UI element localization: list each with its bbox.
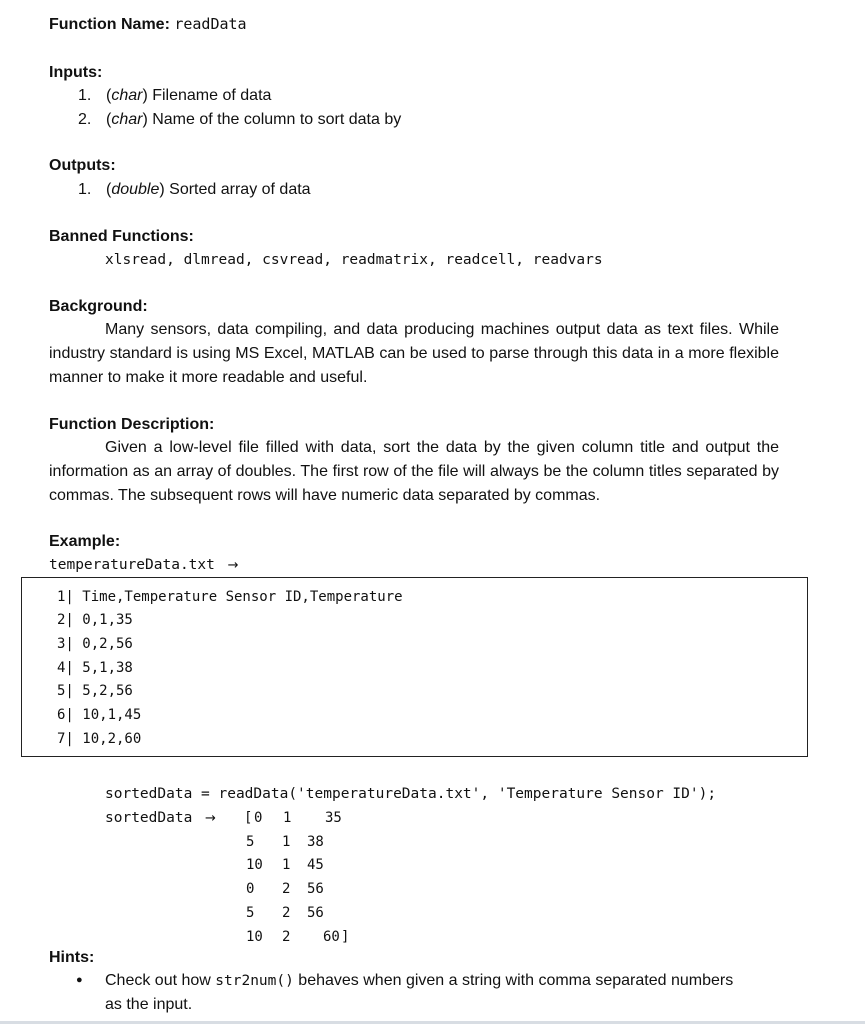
description-heading: Function Description: bbox=[49, 416, 215, 433]
file-line: 4| 5,1,38 bbox=[57, 660, 133, 676]
input-text: (char) Filename of data bbox=[106, 87, 272, 104]
input-number: 1. bbox=[78, 87, 92, 104]
background-heading: Background: bbox=[49, 298, 148, 315]
function-name-row bbox=[49, 15, 247, 34]
file-line: 7| 10,2,60 bbox=[57, 731, 142, 747]
input-desc: Filename of data bbox=[147, 87, 272, 104]
matrix-cell: 10 bbox=[246, 857, 263, 873]
matrix-cell: 1 bbox=[283, 810, 292, 826]
hint-code: str2num() bbox=[215, 973, 294, 989]
input-desc: Name of the column to sort data by bbox=[147, 111, 402, 128]
matrix-open-bracket: [ bbox=[244, 810, 253, 826]
output-type: double bbox=[111, 181, 160, 198]
matrix-cell: 5 bbox=[246, 834, 255, 850]
background-paragraph bbox=[49, 318, 779, 390]
matrix-cell: 0 bbox=[254, 810, 263, 826]
function-name-label: Function Name: bbox=[49, 16, 170, 33]
example-filename-row bbox=[49, 557, 239, 573]
input-text: (char) Name of the column to sort data by bbox=[106, 111, 402, 128]
input-number: 2. bbox=[78, 111, 92, 128]
function-name-value: readData bbox=[174, 15, 247, 33]
result-label: sortedData bbox=[105, 810, 193, 826]
matrix-cell: 5 bbox=[246, 905, 255, 921]
matrix-cell: 2 bbox=[282, 881, 291, 897]
hint-line-2: as the input. bbox=[105, 996, 193, 1013]
input-type: char bbox=[111, 111, 143, 128]
description-paragraph bbox=[49, 436, 779, 508]
input-type: char bbox=[111, 87, 143, 104]
banned-list: xlsread, dlmread, csvread, readmatrix, readcell, readvars bbox=[105, 252, 603, 268]
matrix-cell: 1 bbox=[282, 834, 291, 850]
matrix-cell: 1 bbox=[282, 857, 291, 873]
file-line: 3| 0,2,56 bbox=[57, 636, 133, 652]
background-text: Many sensors, data compiling, and data producing machines output data as text files. While industry standard is using MS Excel, MATLAB can be used to parse through this data in a more flexible manner to make it more readable and useful. bbox=[49, 321, 779, 386]
inputs-heading: Inputs: bbox=[49, 64, 103, 81]
example-filename: temperatureData.txt bbox=[49, 557, 215, 573]
output-desc: Sorted array of data bbox=[164, 181, 311, 198]
file-line: 2| 0,1,35 bbox=[57, 612, 133, 628]
result-label-row bbox=[105, 810, 216, 826]
right-arrow-icon: → bbox=[205, 811, 216, 826]
matrix-cell: 2 bbox=[282, 929, 291, 945]
hints-heading: Hints: bbox=[49, 949, 95, 966]
matrix-cell: 38 bbox=[307, 834, 324, 850]
matrix-cell: 0 bbox=[246, 881, 255, 897]
matrix-cell: 35 bbox=[325, 810, 342, 826]
banned-heading: Banned Functions: bbox=[49, 228, 194, 245]
matrix-cell: 45 bbox=[307, 857, 324, 873]
output-number: 1. bbox=[78, 181, 92, 198]
file-line: 1| Time,Temperature Sensor ID,Temperature bbox=[57, 589, 403, 605]
file-line: 6| 10,1,45 bbox=[57, 707, 142, 723]
outputs-heading: Outputs: bbox=[49, 157, 116, 174]
matrix-cell: 56 bbox=[307, 881, 324, 897]
description-text: Given a low-level file filled with data, sort the data by the given column title and output the information as an array of doubles. The first row of the file will always be the column titles separated by commas. The subsequent rows will have numeric data separated by commas. bbox=[49, 439, 779, 504]
hint-line-1 bbox=[105, 972, 733, 990]
matrix-cell: 10 bbox=[246, 929, 263, 945]
hint-text: Check out how bbox=[105, 972, 216, 989]
right-arrow-icon: → bbox=[227, 558, 239, 573]
bullet-icon: ● bbox=[76, 974, 83, 986]
example-call: sortedData = readData('temperatureData.txt', 'Temperature Sensor ID'); bbox=[105, 786, 717, 802]
matrix-cell: 2 bbox=[282, 905, 291, 921]
matrix-cell: 60 bbox=[323, 929, 340, 945]
output-text: (double) Sorted array of data bbox=[106, 181, 311, 198]
hint-text: behaves when given a string with comma separated numbers bbox=[293, 972, 734, 989]
example-heading: Example: bbox=[49, 533, 121, 550]
matrix-cell: 56 bbox=[307, 905, 324, 921]
file-line: 5| 5,2,56 bbox=[57, 683, 133, 699]
matrix-close-bracket: ] bbox=[341, 929, 350, 945]
